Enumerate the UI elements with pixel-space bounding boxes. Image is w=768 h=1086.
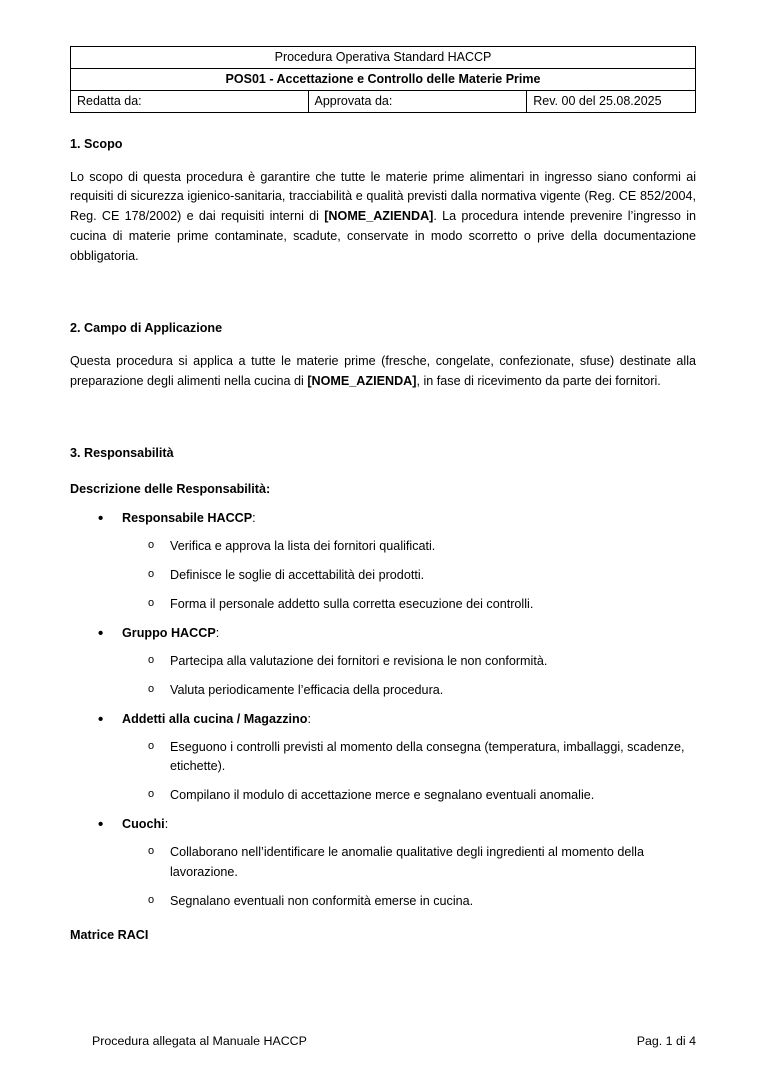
circle-bullet-icon: o xyxy=(148,653,155,666)
sub-item-text: Forma il personale addetto sulla corretta esecuzione dei controlli. xyxy=(170,597,534,612)
section-2-paragraph xyxy=(70,352,696,392)
role-label xyxy=(122,815,696,835)
header-row-title xyxy=(71,47,696,69)
document-header-table xyxy=(70,46,696,113)
role-name: Cuochi xyxy=(122,817,165,832)
section-3-subheading: Descrizione delle Responsabilità: xyxy=(70,481,271,496)
role-2-sublist xyxy=(122,738,696,807)
s1-text-c: . La procedura intende prevenire l’ingresso in cucina di materie prime contaminate, scadute, conservate in modo scorretto o prive della documentazione obbligatoria. xyxy=(70,209,696,264)
s2-company-placeholder: [NOME_AZIENDA] xyxy=(307,373,417,388)
list-item xyxy=(122,843,696,883)
list-item xyxy=(122,892,696,912)
header-approvata-da: Approvata da: xyxy=(308,90,527,112)
header-row-signoff xyxy=(71,90,696,112)
role-name: Gruppo HACCP xyxy=(122,625,216,640)
disc-bullet-icon: • xyxy=(98,816,104,834)
disc-bullet-icon: • xyxy=(98,510,104,528)
header-doc-code: POS01 - Accettazione e Controllo delle Materie Prime xyxy=(71,68,696,90)
list-item xyxy=(122,595,696,615)
header-row-code xyxy=(71,68,696,90)
role-0-sublist xyxy=(122,537,696,615)
role-label xyxy=(122,624,696,644)
role-label xyxy=(122,509,696,529)
s1-text-a: Lo scopo di questa procedura è garantire che tutte le materie prime alimentari in ingresso siano conformi ai requisiti di sicurezza igienico-sanitaria, tracciabilità e qualità previsti dalla normativa vigente (Reg. CE 852/2004, Reg. CE 178/2002) e dai requisiti interni di xyxy=(70,169,696,224)
list-item xyxy=(122,681,696,701)
spacer-after-section-1 xyxy=(70,267,696,293)
list-item xyxy=(122,786,696,806)
list-item xyxy=(70,624,696,701)
s2-text-c: , in fase di ricevimento da parte dei fornitori. xyxy=(416,373,661,388)
sub-item-text: Segnalano eventuali non conformità emerse in cucina. xyxy=(170,893,474,908)
disc-bullet-icon: • xyxy=(98,624,104,642)
sub-item-text: Compilano il modulo di accettazione merce e segnalano eventuali anomalie. xyxy=(170,788,595,803)
footer-page-number: Pag. 1 di 4 xyxy=(636,1034,696,1048)
list-item xyxy=(122,738,696,778)
list-item xyxy=(70,815,696,912)
document-body xyxy=(70,135,696,946)
circle-bullet-icon: o xyxy=(148,539,155,552)
matrice-raci-heading: Matrice RACI xyxy=(70,927,149,942)
role-name: Addetti alla cucina / Magazzino xyxy=(122,711,308,726)
list-item xyxy=(70,509,696,615)
list-item xyxy=(122,537,696,557)
spacer-after-section-2 xyxy=(70,392,696,418)
circle-bullet-icon: o xyxy=(148,568,155,581)
list-item xyxy=(122,566,696,586)
list-item xyxy=(122,652,696,672)
role-colon: : xyxy=(215,625,220,640)
role-1-sublist xyxy=(122,652,696,701)
role-colon: : xyxy=(307,711,311,726)
sub-item-text: Partecipa alla valutazione dei fornitori e revisiona le non conformità. xyxy=(170,653,548,668)
list-item xyxy=(70,710,696,807)
s1-company-placeholder: [NOME_AZIENDA] xyxy=(324,209,434,224)
section-1-paragraph xyxy=(70,168,696,267)
sub-item-text: Collaborano nell’identificare le anomalie qualitative degli ingredienti al momento della lavorazione. xyxy=(170,845,644,879)
sub-item-text: Definisce le soglie di accettabilità dei prodotti. xyxy=(170,568,425,583)
circle-bullet-icon: o xyxy=(148,893,155,906)
role-colon: : xyxy=(164,817,169,832)
section-1-title: 1. Scopo xyxy=(70,136,123,151)
circle-bullet-icon: o xyxy=(148,739,155,752)
s2-text-a: Questa procedura si applica a tutte le materie prime (fresche, congelate, confezionate, sfuse) destinate alla preparazione degli alimenti nella cucina di xyxy=(70,353,696,388)
circle-bullet-icon: o xyxy=(148,597,155,610)
header-redatta-da: Redatta da: xyxy=(71,90,309,112)
sub-item-text: Valuta periodicamente l’efficacia della procedura. xyxy=(170,682,444,697)
section-2-title: 2. Campo di Applicazione xyxy=(70,320,223,335)
section-3-title: 3. Responsabilità xyxy=(70,445,174,460)
page-footer xyxy=(92,1034,696,1048)
sub-item-text: Verifica e approva la lista dei fornitori qualificati. xyxy=(170,539,436,554)
header-doc-type: Procedura Operativa Standard HACCP xyxy=(71,47,696,69)
role-label xyxy=(122,710,696,730)
disc-bullet-icon: • xyxy=(98,710,104,728)
responsibilities-list xyxy=(70,509,696,911)
header-revision: Rev. 00 del 25.08.2025 xyxy=(527,90,696,112)
role-colon: : xyxy=(252,511,256,526)
role-name: Responsabile HACCP xyxy=(122,511,253,526)
circle-bullet-icon: o xyxy=(148,682,155,695)
sub-item-text: Eseguono i controlli previsti al momento della consegna (temperatura, imballaggi, scadenze, etichette). xyxy=(170,739,685,774)
role-3-sublist xyxy=(122,843,696,912)
circle-bullet-icon: o xyxy=(148,788,155,801)
circle-bullet-icon: o xyxy=(148,845,155,858)
footer-left-text: Procedura allegata al Manuale HACCP xyxy=(92,1034,307,1048)
